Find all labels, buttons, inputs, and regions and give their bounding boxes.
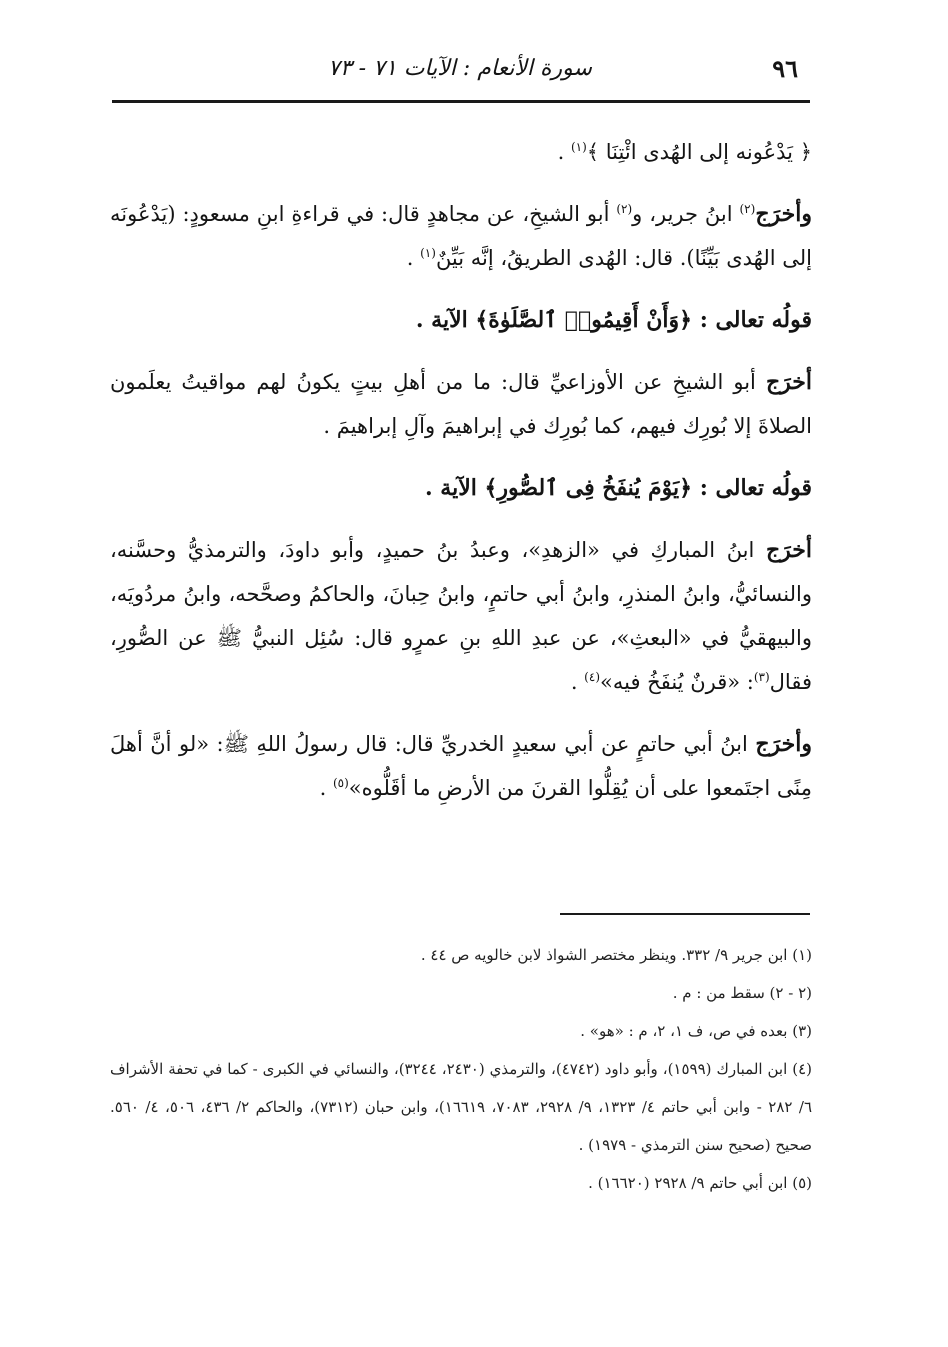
paragraph: [110, 528, 812, 704]
page-header: [112, 52, 808, 96]
text-end: .: [570, 670, 585, 694]
footnote-ref[interactable]: (٥): [332, 776, 349, 790]
heading-label: قولُه تعالى :: [699, 307, 812, 333]
paragraph: [110, 192, 812, 280]
running-title: سورة الأنعام : الآيات ٧١ - ٧٣: [328, 56, 592, 81]
footnote-item: (٥) ابن أبي حاتم ٩/ ٢٩٢٨ (١٦٦٢٠) .: [588, 1174, 812, 1192]
footnote-item: (٤) ابن المبارك (١٥٩٩)، وأبو داود (٤٧٤٢)، والترمذي (٢٤٣٠، ٣٢٤٤)، والنسائي في الكبرى - كما في تحفة الأشراف ٦/ ٢٨٢ - وابن أبي حاتم ٤/ ١٣٢٣، ٩/ ٢٩٢٨، ٧٠٨٣، ١٦٦١٩)، وابن حبان (٧٣١٢)، والحاكم ٢/ ٤٣٦، ٥٠٦، ٤/ ٥٦٠. صحيح (صحيح سنن الترمذي - ١٩٧٩) .: [110, 1060, 813, 1154]
paragraph: [110, 722, 812, 810]
paragraph-text: ابنُ المباركِ في «الزهدِ»، وعبدُ بنُ حميدٍ، وأبو داودَ، والترمذيُّ وحسَّنه، والنسائيُّ، وابنُ المنذرِ، وابنُ أبي حاتمٍ، وابنُ حِبانَ، والحاكمُ وصحَّحه، وابنُ مردُويَه، والبيهقيُّ في «البعثِ»، عن عبدِ اللهِ بنِ عمرٍو قال: سُئِل النبيُّ ﷺ عن الصُّورِ، فقال: [110, 538, 812, 694]
quote-text: ﴿ يَدْعُونه إلى الهُدى ائْتِنَا ﴾: [586, 140, 812, 164]
paragraph-lead: وأخرَج: [755, 201, 812, 227]
paragraph-lead: أخرَج: [765, 537, 812, 563]
paragraph: [110, 360, 812, 448]
footnote-item: (٢ - ٢) سقط من : م .: [672, 984, 812, 1002]
footnote-ref[interactable]: (١): [570, 140, 587, 154]
footnote-item: (١) ابن جرير ٩/ ٣٣٢. وينظر مختصر الشواذ لابن خالويه ص ٤٤ .: [420, 946, 812, 964]
paragraph-text: ابنُ جرير، و: [632, 202, 740, 226]
text-end: .: [406, 246, 421, 270]
paragraph-lead: أخرَج: [765, 369, 812, 395]
footnote-ref[interactable]: (٢): [739, 202, 756, 216]
verse-heading: [110, 298, 812, 342]
footnote-ref[interactable]: (٢): [616, 202, 633, 216]
heading-tail: الآية .: [415, 307, 476, 333]
footnote-ref[interactable]: (١): [420, 246, 436, 260]
page-number: ٩٦: [772, 54, 798, 83]
footnotes: [110, 936, 812, 1202]
header-divider: [112, 100, 810, 103]
footnote-ref[interactable]: (٤): [584, 670, 600, 684]
text-end: .: [557, 140, 571, 164]
quran-verse: ﴿يَوْمَ يُنفَخُ فِى ٱلصُّورِ﴾: [484, 475, 693, 501]
paragraph-lead: وأخرَج: [755, 731, 812, 757]
heading-tail: الآية .: [424, 475, 485, 501]
paragraph-text: : «قرنٌ يُنفَخُ فيه»: [600, 670, 754, 694]
heading-label: قولُه تعالى :: [699, 475, 812, 501]
verse-heading: [110, 466, 812, 510]
quran-verse: ﴿وَأَنْ أَقِيمُوا۟ ٱلصَّلَوٰةَ﴾: [475, 307, 693, 333]
text-end: .: [319, 776, 333, 800]
paragraph-text: أبو الشيخِ عن الأوزاعيِّ قال: ما من أهلِ بيتٍ يكونُ لهم مواقيتُ يعلَمون الصلاةَ إلا بُورِك فيهم، كما بُورِك في إبراهيمَ وآلِ إبراهيمَ .: [110, 370, 812, 438]
paragraph-text: أبو الشيخِ، عن مجاهدٍ قال: في قراءةِ ابنِ مسعودٍ: (يَدْعُونَه إلى الهُدى بَيِّنًا). قال: الهُدى الطريقُ، إنَّه بَيِّنٌ: [110, 202, 812, 270]
paragraph: [110, 130, 812, 174]
main-text: [110, 130, 812, 828]
footnote-ref[interactable]: (٣): [753, 670, 770, 684]
footnote-item: (٣) بعده في ص، ف ١، ٢، م : «هو» .: [580, 1022, 812, 1040]
footnote-divider: [560, 913, 810, 915]
paragraph-text: ابنُ أبي حاتمٍ عن أبي سعيدٍ الخدريِّ قال: قال رسولُ اللهِ ﷺ: «لو أنَّ أهلَ مِنًى اجتَمعوا على أن يُقِلُّوا القرنَ من الأرضِ ما أقَلُّوه»: [110, 732, 812, 800]
